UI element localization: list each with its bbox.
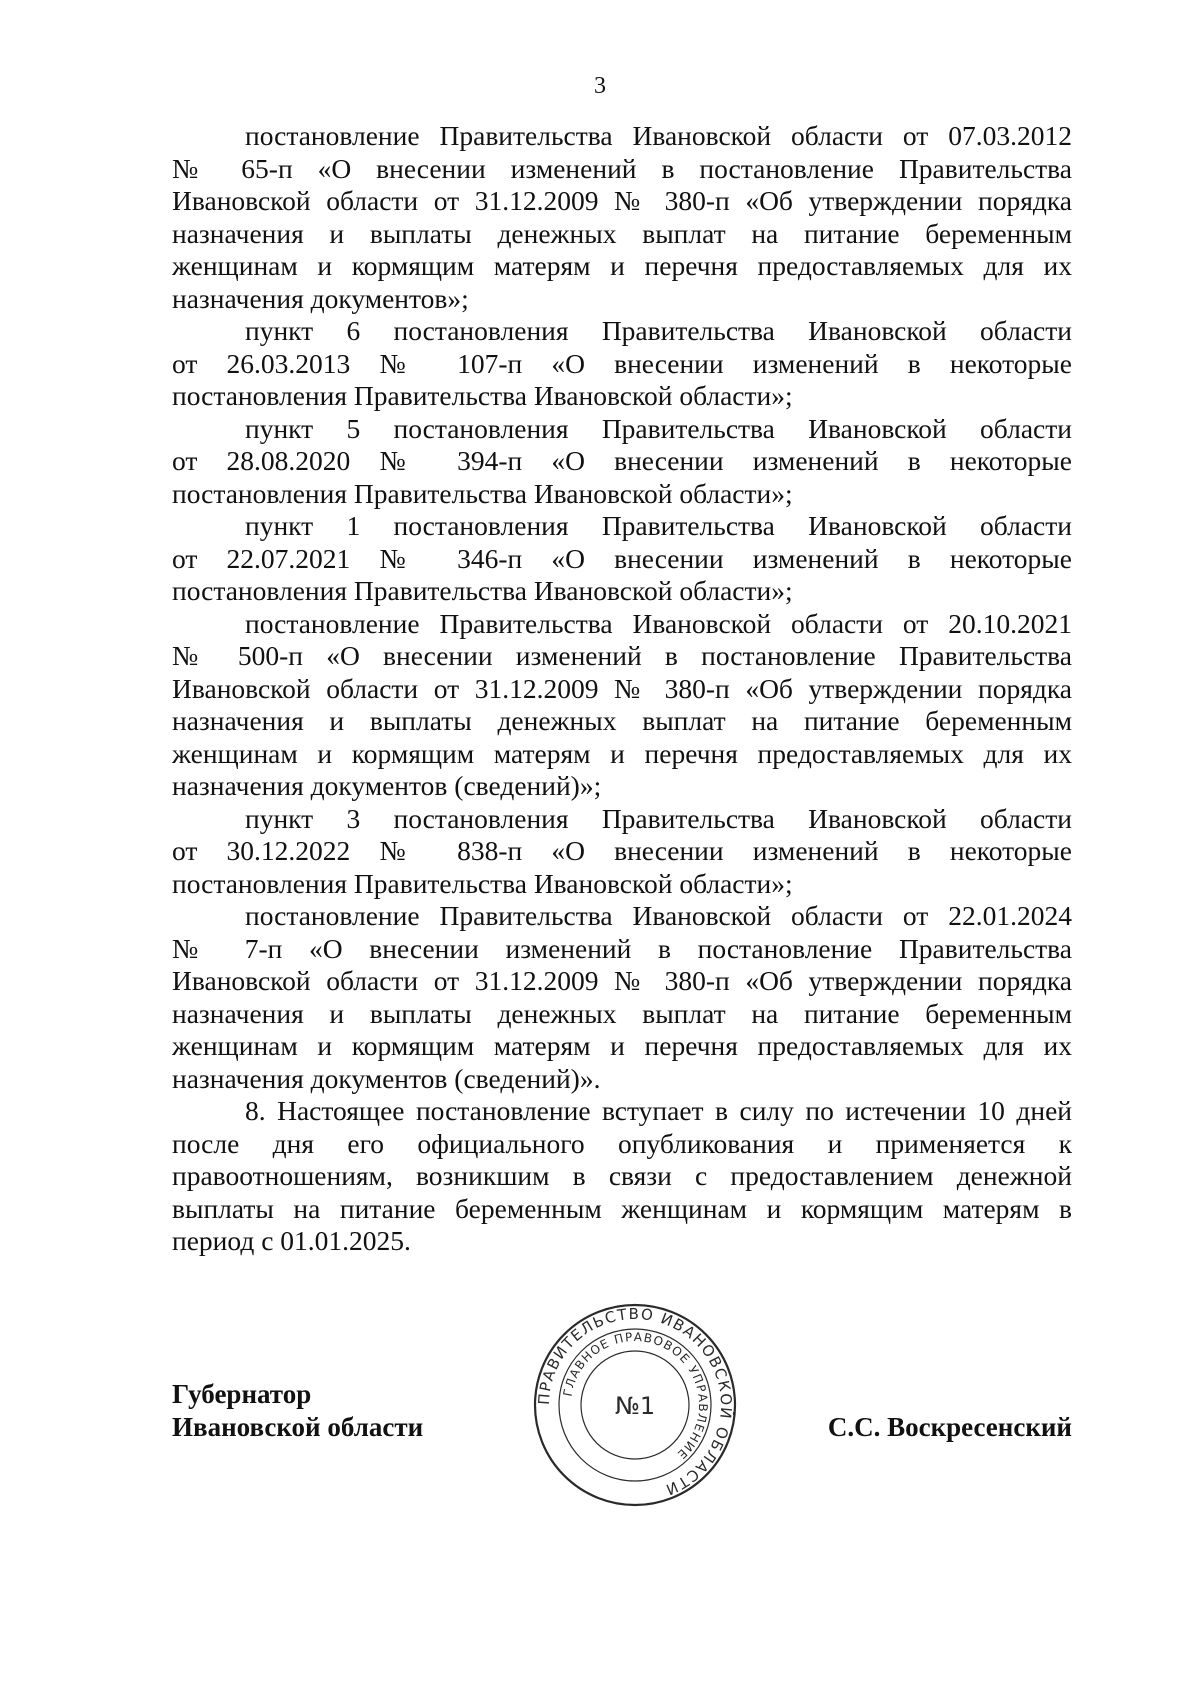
text-line: назначения и выплаты денежных выплат на питание беременным bbox=[172, 997, 1072, 1029]
stamp-center-number: №1 bbox=[614, 1392, 656, 1420]
signatory-name: С.С. Воскресенский bbox=[827, 1412, 1072, 1442]
paragraph bbox=[172, 608, 1072, 803]
text-line: правоотношениям, возникшим в связи с предоставлением денежной bbox=[172, 1160, 1072, 1191]
paragraph bbox=[172, 1095, 1072, 1258]
paragraph bbox=[172, 510, 1072, 608]
official-stamp bbox=[530, 1300, 740, 1510]
text-line: от 28.08.2020 № 394-п «О внесении изменений в некоторые bbox=[172, 445, 1072, 476]
text-line: постановление Правительства Ивановской области от 20.10.2021 bbox=[245, 607, 1072, 639]
text-line: выплаты на питание беременным женщинам и кормящим матерям в bbox=[172, 1192, 1072, 1224]
text-line: женщинам и кормящим матерям и перечня предоставляемых для их bbox=[172, 1030, 1072, 1061]
paragraph bbox=[172, 803, 1072, 901]
paragraph bbox=[172, 315, 1072, 413]
text-line: женщинам и кормящим матерям и перечня предоставляемых для их bbox=[172, 250, 1072, 281]
page-number: 3 bbox=[594, 73, 606, 99]
signatory-title-line-2: Ивановской области bbox=[172, 1412, 424, 1442]
stamp-inner-text: ГЛАВНОЕ ПРАВОВОЕ УПРАВЛЕНИЕ bbox=[560, 1329, 711, 1463]
document-body bbox=[172, 120, 1072, 1258]
stamp-outer-text: ПРАВИТЕЛЬСТВО ИВАНОВСКОЙ ОБЛАСТИ bbox=[534, 1304, 736, 1500]
text-line: женщинам и кормящим матерям и перечня предоставляемых для их bbox=[172, 737, 1072, 769]
text-line: пункт 6 постановления Правительства Ивановской области bbox=[245, 315, 1072, 346]
paragraph bbox=[172, 120, 1072, 315]
signatory-title-line-1: Губернатор bbox=[172, 1379, 312, 1409]
text-line: № 65-п «О внесении изменений в постановление Правительства bbox=[172, 152, 1072, 184]
text-line: № 500-п «О внесении изменений в постановление Правительства bbox=[172, 640, 1072, 671]
text-line: постановления Правительства Ивановской области»; bbox=[172, 867, 793, 899]
text-line: назначения документов»; bbox=[172, 282, 469, 314]
text-line: 8. Настоящее постановление вступает в силу по истечении 10 дней bbox=[245, 1095, 1072, 1126]
text-line: назначения документов (сведений)»; bbox=[172, 770, 602, 801]
text-line: Ивановской области от 31.12.2009 № 380-п «Об утверждении порядка bbox=[172, 965, 1072, 996]
text-line: постановление Правительства Ивановской области от 22.01.2024 bbox=[245, 900, 1072, 931]
text-line: постановление Правительства Ивановской области от 07.03.2012 bbox=[245, 120, 1072, 151]
text-line: Ивановской области от 31.12.2009 № 380-п «Об утверждении порядка bbox=[172, 185, 1072, 216]
text-line: № 7-п «О внесении изменений в постановление Правительства bbox=[172, 932, 1072, 964]
text-line: пункт 1 постановления Правительства Ивановской области bbox=[245, 510, 1072, 541]
text-line: назначения и выплаты денежных выплат на питание беременным bbox=[172, 217, 1072, 249]
text-line: Ивановской области от 31.12.2009 № 380-п «Об утверждении порядка bbox=[172, 672, 1072, 704]
text-line: от 30.12.2022 № 838-п «О внесении изменений в некоторые bbox=[172, 835, 1072, 866]
text-line: после дня его официального опубликования и применяется к bbox=[172, 1127, 1072, 1159]
text-line: постановления Правительства Ивановской области»; bbox=[172, 477, 793, 509]
text-line: назначения и выплаты денежных выплат на питание беременным bbox=[172, 705, 1072, 736]
text-line: назначения документов (сведений)». bbox=[172, 1062, 601, 1094]
text-line: пункт 3 постановления Правительства Ивановской области bbox=[245, 802, 1072, 834]
text-line: период с 01.01.2025. bbox=[172, 1225, 411, 1256]
text-line: от 26.03.2013 № 107-п «О внесении изменений в некоторые bbox=[172, 347, 1072, 379]
text-line: от 22.07.2021 № 346-п «О внесении изменений в некоторые bbox=[172, 542, 1072, 574]
paragraph bbox=[172, 900, 1072, 1095]
signatory-title bbox=[172, 1378, 423, 1444]
text-line: постановления Правительства Ивановской области»; bbox=[172, 380, 793, 411]
text-line: постановления Правительства Ивановской области»; bbox=[172, 575, 793, 606]
text-line: пункт 5 постановления Правительства Ивановской области bbox=[245, 412, 1072, 444]
paragraph bbox=[172, 413, 1072, 511]
